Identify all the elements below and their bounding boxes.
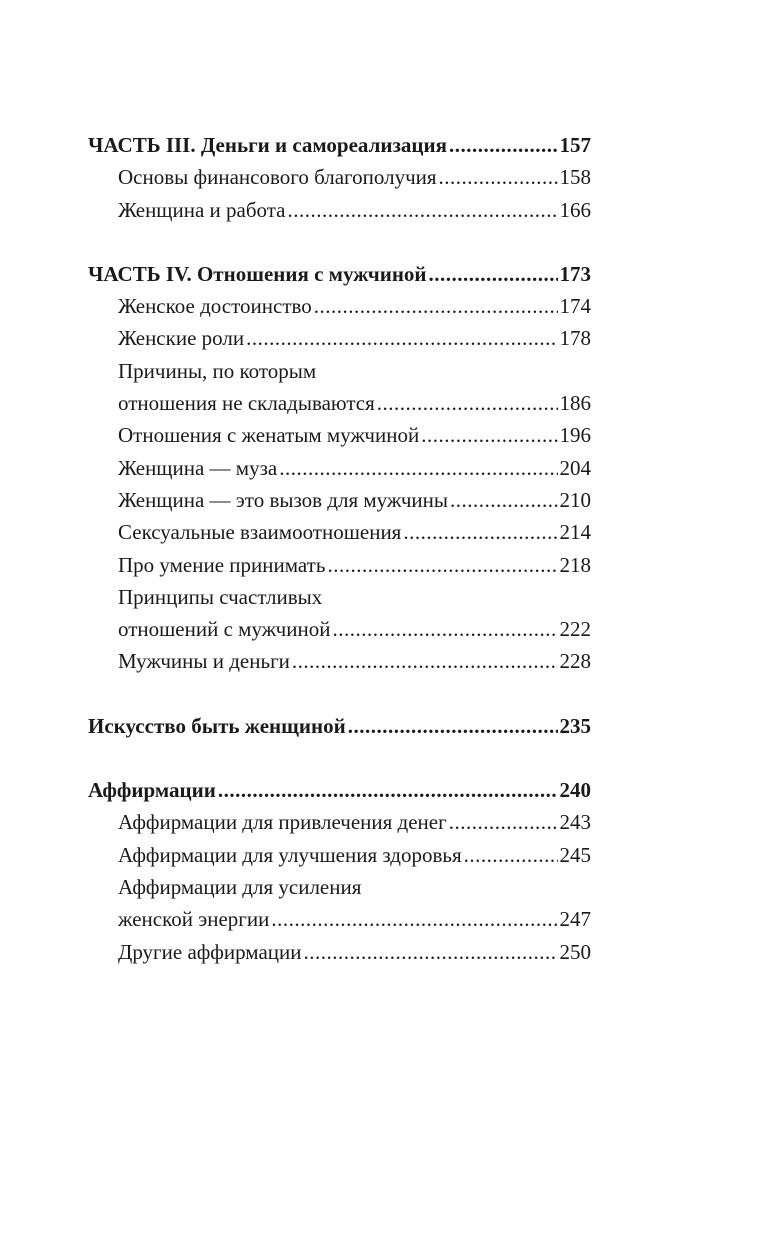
toc-page-number: 240 [559, 778, 591, 803]
toc-section-heading [88, 258, 591, 290]
toc-entry-title: Женские роли [118, 326, 245, 351]
leader-dots [449, 129, 558, 161]
leader-dots [429, 258, 558, 290]
toc-entry-line [88, 871, 591, 903]
leader-dots [279, 452, 557, 484]
leader-dots [327, 549, 557, 581]
toc-section [88, 258, 591, 678]
toc-page-number: 166 [559, 197, 591, 222]
leader-dots [450, 484, 557, 516]
toc-page-number: 250 [559, 939, 591, 964]
toc-heading-title: Аффирмации [88, 778, 216, 803]
toc-entry-title: отношений с мужчиной [118, 617, 331, 642]
leader-dots [439, 161, 558, 193]
toc-entry [88, 645, 591, 677]
toc-entry [88, 419, 591, 451]
toc-page-number: 218 [559, 552, 591, 577]
toc-page-number: 247 [559, 907, 591, 932]
toc-page-number: 214 [559, 520, 591, 545]
toc-entry [88, 322, 591, 354]
toc-entry [88, 806, 591, 838]
leader-dots [218, 774, 558, 806]
toc-entry [88, 484, 591, 516]
toc-page-number: 196 [559, 423, 591, 448]
toc-entry [88, 194, 591, 226]
leader-dots [246, 322, 557, 354]
toc-entry [88, 549, 591, 581]
toc-page-number: 210 [559, 487, 591, 512]
toc-entry-title: Про умение принимать [118, 552, 326, 577]
toc-entry [88, 290, 591, 322]
toc-entry-line [88, 355, 591, 387]
toc-entry [88, 452, 591, 484]
toc-entry [88, 936, 591, 968]
toc-page-number: 235 [559, 713, 591, 738]
toc-entry-title: Женщина и работа [118, 197, 286, 222]
toc-page-number: 186 [559, 391, 591, 416]
toc-entry-title: Женщина — это вызов для мужчины [118, 487, 449, 512]
leader-dots [421, 419, 557, 451]
toc-page-number: 157 [559, 133, 591, 157]
toc-entry [88, 839, 591, 871]
toc-entry-title: Мужчины и деньги [118, 649, 290, 674]
toc-entry-title: Отношения с женатым мужчиной [118, 423, 420, 448]
toc-section [88, 129, 591, 226]
toc-entry-title: Аффирмации для усиления [118, 874, 362, 899]
toc-entry [88, 903, 591, 935]
toc-page-number: 173 [559, 261, 591, 286]
toc-heading-title: ЧАСТЬ IV. Отношения с мужчиной [88, 261, 427, 286]
toc-section-heading [88, 710, 591, 742]
leader-dots [348, 710, 558, 742]
toc-page-number: 158 [559, 165, 591, 190]
leader-dots [449, 806, 558, 838]
toc-entry-title: Сексуальные взаимоотношения [118, 520, 402, 545]
toc-entry [88, 516, 591, 548]
toc-entry-title: Причины, по которым [118, 358, 317, 383]
toc-page-number: 204 [559, 455, 591, 480]
toc-heading-title: Искусство быть женщиной [88, 713, 346, 738]
leader-dots [303, 936, 557, 968]
toc-entry-title: Другие аффирмации [118, 939, 302, 964]
toc-section-heading [88, 129, 591, 161]
toc-page-number: 245 [559, 842, 591, 867]
toc-entry-title: Основы финансового благополучия [118, 165, 437, 190]
leader-dots [288, 194, 558, 226]
leader-dots [271, 903, 557, 935]
toc-entry-title: Женское достоинство [118, 294, 312, 319]
toc-section [88, 774, 591, 968]
toc-entry-title: женской энергии [118, 907, 270, 932]
leader-dots [332, 613, 557, 645]
toc-entry-line [88, 581, 591, 613]
leader-dots [292, 645, 558, 677]
toc-page-number: 228 [559, 649, 591, 674]
toc-page-number: 174 [559, 294, 591, 319]
toc-entry [88, 161, 591, 193]
leader-dots [314, 290, 558, 322]
toc-page-number: 178 [559, 326, 591, 351]
toc-entry [88, 387, 591, 419]
toc-page-number: 222 [559, 617, 591, 642]
leader-dots [377, 387, 558, 419]
toc-entry-title: Аффирмации для улучшения здоровья [118, 842, 462, 867]
toc-section-heading [88, 774, 591, 806]
toc-entry-title: Принципы счастливых [118, 584, 323, 609]
leader-dots [464, 839, 558, 871]
toc-section [88, 710, 591, 742]
leader-dots [403, 516, 557, 548]
toc-heading-title: ЧАСТЬ III. Деньги и самореализация [88, 133, 447, 157]
toc-entry [88, 613, 591, 645]
table-of-contents [88, 129, 591, 968]
toc-entry-title: Аффирмации для привлечения денег [118, 810, 447, 835]
toc-entry-title: отношения не складываются [118, 391, 375, 416]
toc-entry-title: Женщина — муза [118, 455, 278, 480]
toc-page-number: 243 [559, 810, 591, 835]
